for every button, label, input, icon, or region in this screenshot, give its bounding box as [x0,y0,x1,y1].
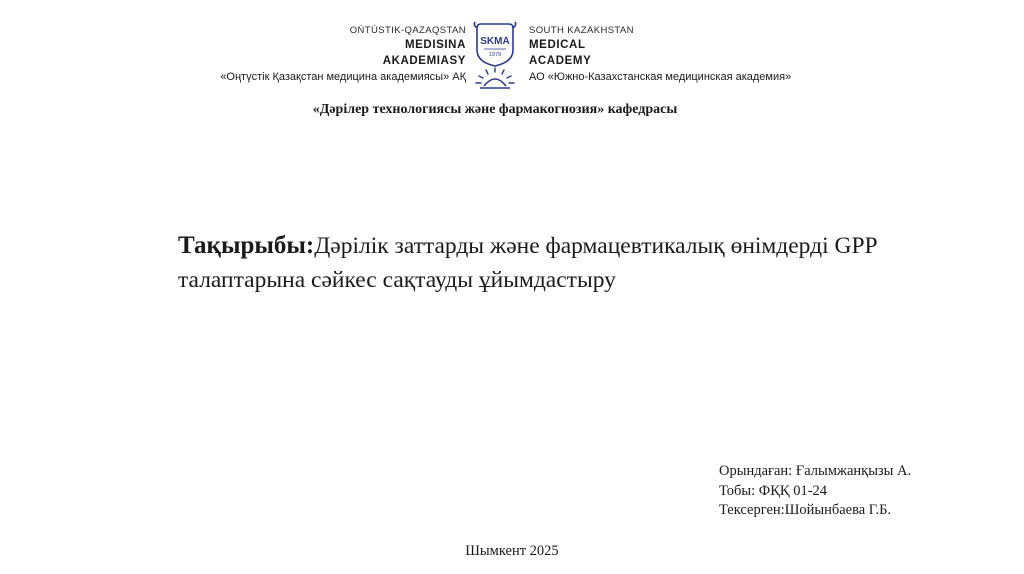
topic-block [178,229,938,297]
emblem-abbr: SKMA [480,36,510,47]
checked-by: Тексерген:Шойынбаева Г.Б. [719,502,892,518]
logo-right-line2: MEDICAL [529,39,586,51]
city-year-footer: Шымкент 2025 [465,543,559,559]
academy-emblem-icon [470,20,520,92]
logo-left-line1: OŃTÚSTIK-QAZAQSTAN [349,25,466,36]
logo-right-line3: ACADEMY [529,55,592,67]
header-logo-left [220,25,466,85]
logo-left-line2: MEDISINA [404,39,466,51]
logo-right-line1: SOUTH KAZAKHSTAN [529,25,634,36]
group: Тобы: ФҚҚ 01-24 [719,482,828,499]
performed-by: Орындаған: Ғалымжанқызы А. [719,463,912,479]
logo-left-line3: AKADEMIASY [382,55,466,67]
topic-text: Дәрілік заттарды және фармацевтикалық өнімдерді GPP талаптарына сәйкес сақтауды ұйымдастыру [178,233,877,293]
emblem-year: 1979 [488,52,502,58]
department-title: «Дәрілер технологиясы және фармакогнозия» кафедрасы [312,102,678,117]
logo-left-line4: «Оңтүстік Қазақстан медицина академиясы» АҚ [220,71,466,83]
credits-block [719,462,911,521]
logo-right-line4: АО «Южно-Казахстанская медицинская академия» [529,71,792,83]
header-logo-right [529,25,791,85]
topic-label: Тақырыбы: [178,232,315,259]
